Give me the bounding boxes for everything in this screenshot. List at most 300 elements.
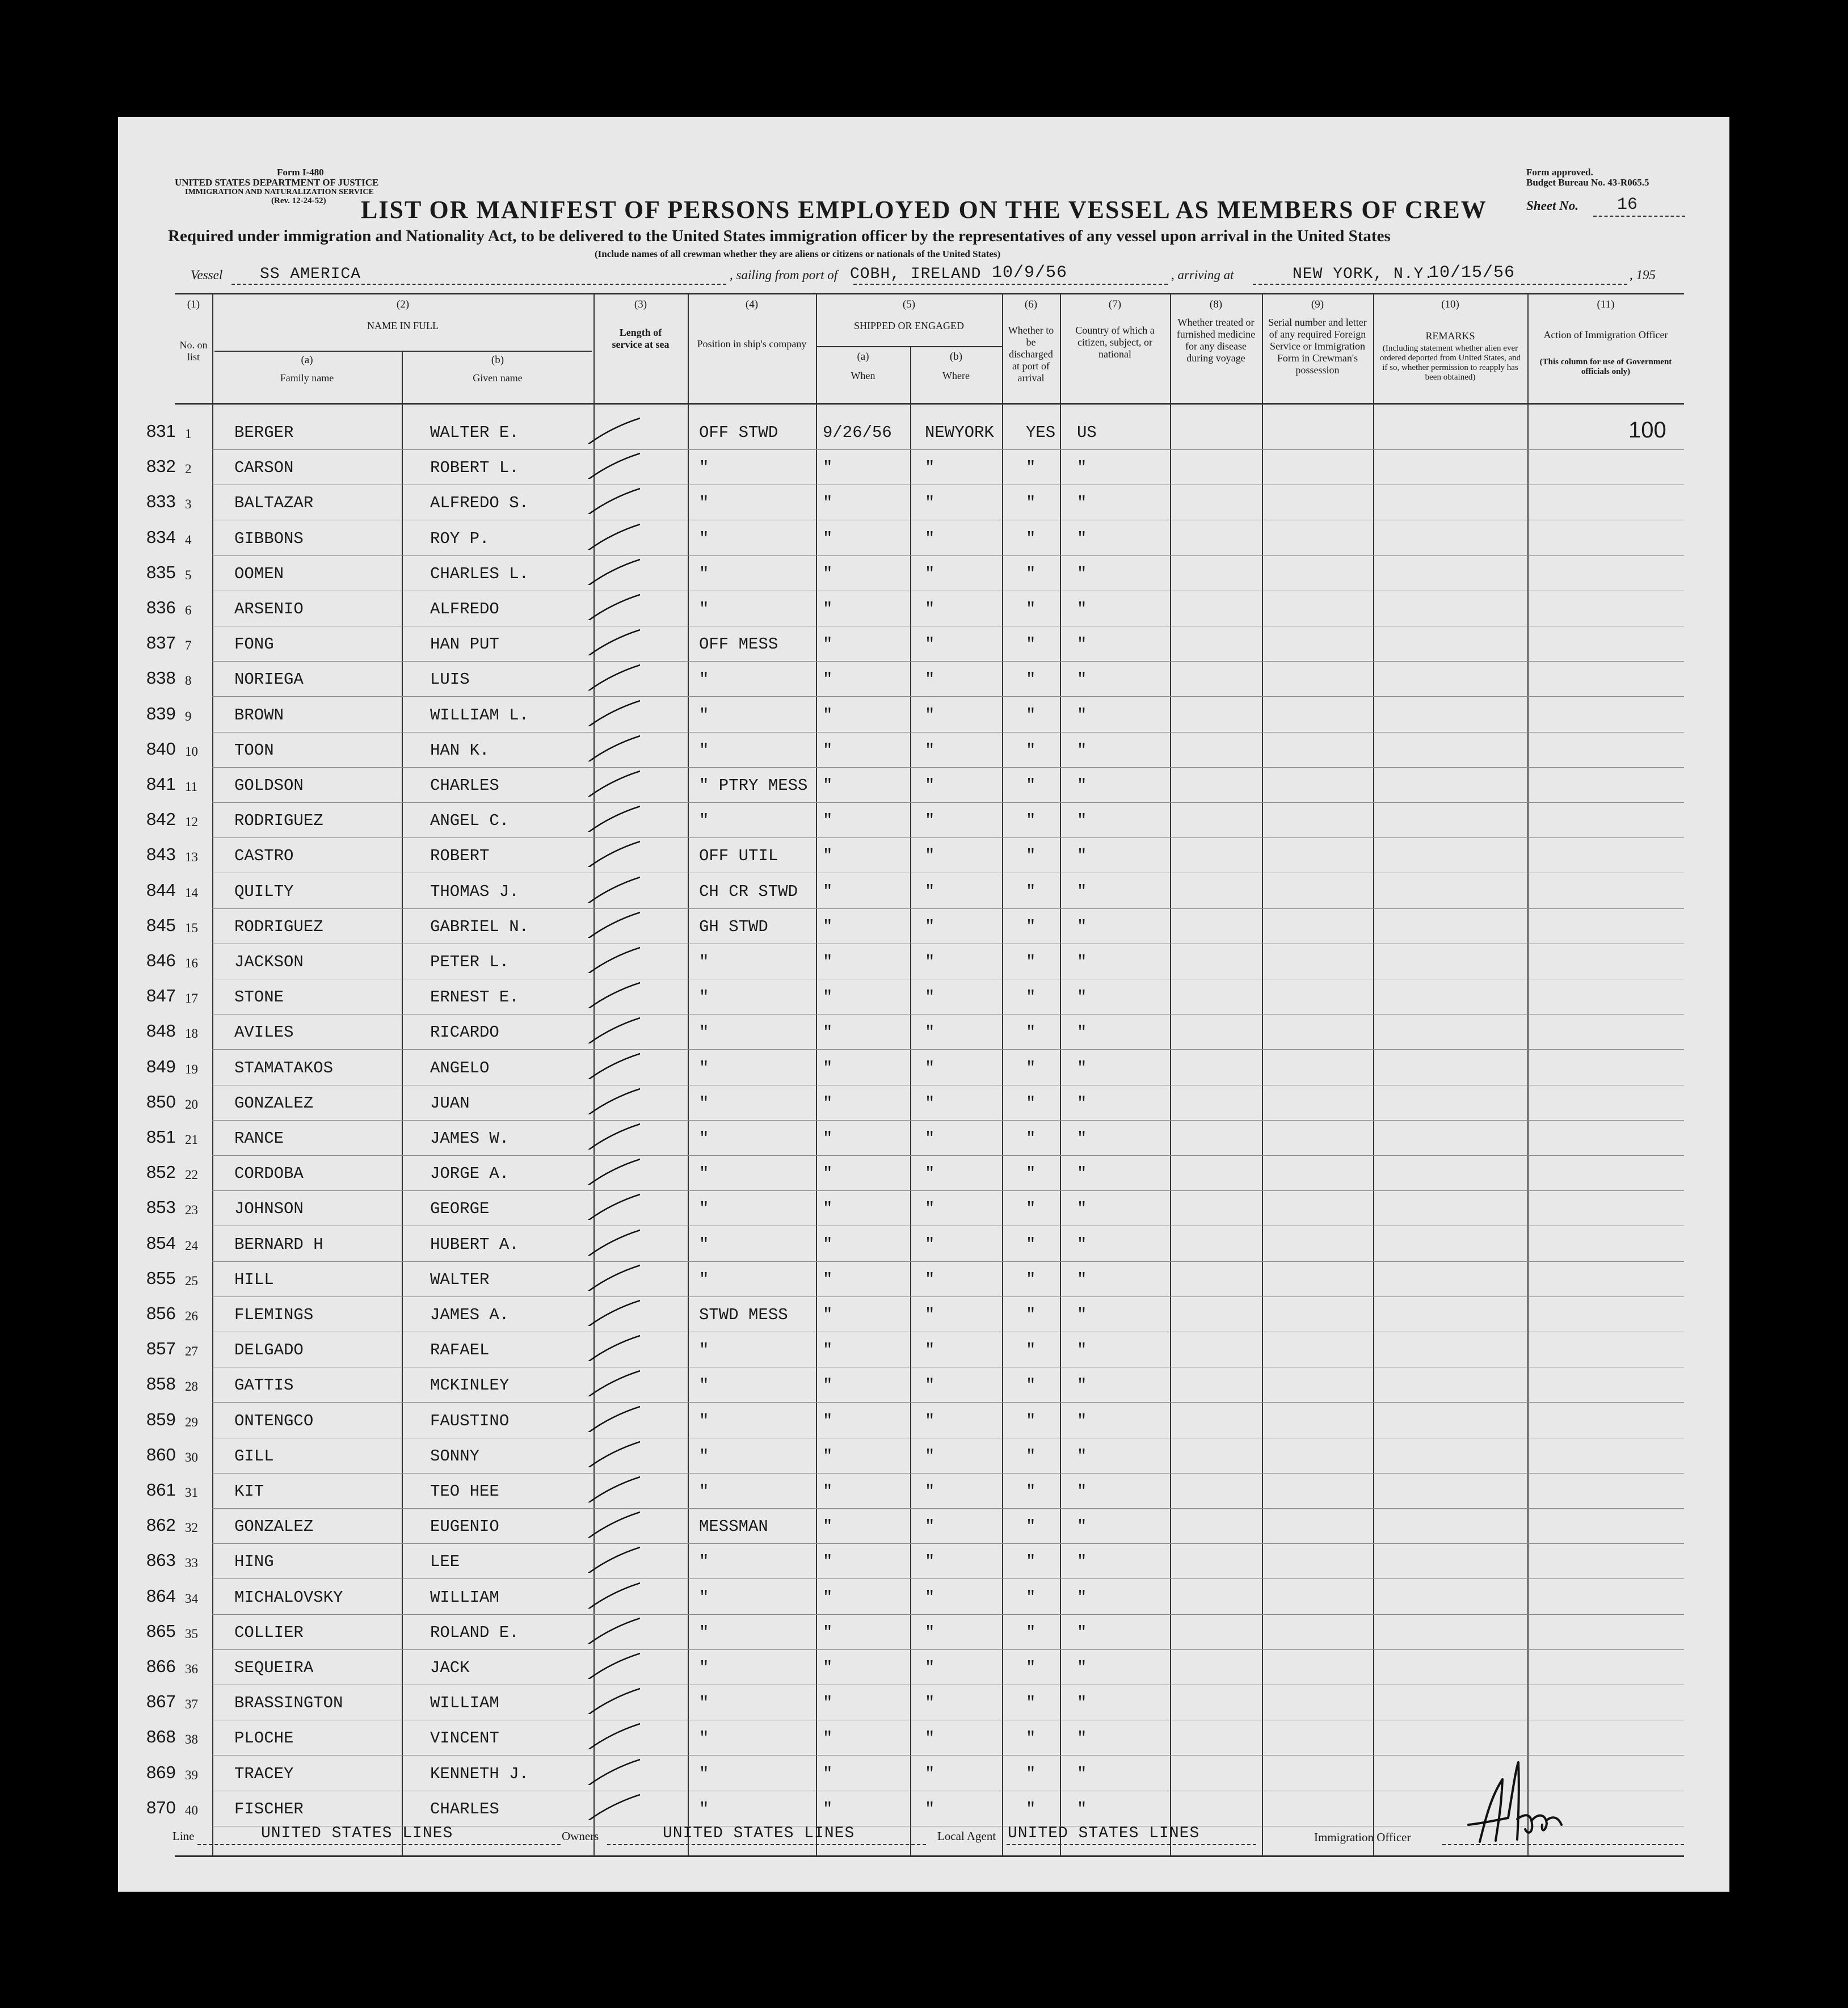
given-name: ROBERT L. (430, 458, 519, 478)
row-number: 15 (185, 920, 198, 935)
table-row (118, 451, 1729, 486)
col11-number: (11) (1597, 298, 1615, 310)
table-row (118, 1580, 1729, 1615)
given-name: GEORGE (430, 1199, 490, 1219)
family-name: BRASSINGTON (234, 1694, 343, 1713)
given-name: WALTER (430, 1270, 490, 1289)
list-serial-number: 845 (146, 915, 176, 935)
shipped-where: " (925, 1129, 935, 1148)
discharge-status: " (1026, 1270, 1036, 1289)
shipped-where: " (925, 1023, 935, 1042)
discharge-status: " (1026, 811, 1036, 831)
list-serial-number: 852 (146, 1162, 176, 1182)
shipped-when: " (823, 564, 833, 583)
position: " (699, 494, 709, 513)
shipped-where: " (925, 600, 935, 618)
family-name: ARSENIO (234, 600, 304, 618)
given-name: GABRIEL N. (430, 917, 529, 936)
col6-number: (6) (1024, 298, 1038, 310)
given-name: JACK (430, 1658, 470, 1677)
shipped-where: " (925, 917, 935, 936)
table-row (118, 557, 1729, 592)
family-name: ONTENGCO (234, 1411, 314, 1430)
shipped-where: " (925, 1411, 935, 1430)
citizenship-country: " (1077, 1517, 1087, 1536)
family-name: FONG (234, 635, 274, 654)
row-number: 35 (185, 1626, 198, 1641)
shipped-when: " (823, 1199, 833, 1219)
list-serial-number: 861 (146, 1480, 176, 1500)
citizenship-country: " (1077, 988, 1087, 1007)
table-row (118, 1051, 1729, 1086)
row-number: 1 (185, 427, 192, 441)
row-number: 21 (185, 1133, 198, 1147)
shipped-when: " (823, 1764, 833, 1783)
row-number: 39 (185, 1767, 198, 1782)
shipped-when: " (823, 811, 833, 831)
vessel-label: Vessel (191, 268, 223, 282)
row-number: 8 (185, 673, 192, 688)
citizenship-country: " (1077, 635, 1087, 654)
position: " (699, 1164, 709, 1184)
table-row (118, 1509, 1729, 1544)
tally-check-mark (578, 1153, 640, 1185)
list-serial-number: 841 (146, 774, 176, 794)
shipped-where: " (925, 564, 935, 583)
table-row (118, 1156, 1729, 1192)
table-row (118, 592, 1729, 627)
discharge-status: " (1026, 1058, 1036, 1077)
form-title: LIST OR MANIFEST OF PERSONS EMPLOYED ON THE VESSEL AS MEMBERS OF CREW (361, 196, 1487, 224)
discharge-status: " (1026, 1306, 1036, 1324)
family-name: BERGER (234, 423, 294, 442)
row-number: 32 (185, 1521, 198, 1535)
given-name: LUIS (430, 670, 470, 689)
col3-header: Length of service at sea (612, 327, 670, 350)
row-number: 31 (185, 1485, 198, 1500)
row-number: 29 (185, 1415, 198, 1429)
tally-check-mark (578, 482, 640, 514)
family-name: GONZALEZ (234, 1517, 314, 1536)
table-row (118, 1651, 1729, 1686)
list-serial-number: 850 (146, 1091, 176, 1112)
table-row (118, 486, 1729, 521)
list-serial-number: 849 (146, 1056, 176, 1076)
family-name: FLEMINGS (234, 1306, 314, 1324)
citizenship-country: " (1077, 670, 1087, 689)
position: " (699, 1799, 709, 1818)
given-name: CHARLES (430, 776, 499, 795)
list-serial-number: 855 (146, 1268, 176, 1288)
family-name: KIT (234, 1482, 264, 1501)
row-number: 37 (185, 1697, 198, 1712)
row-number: 14 (185, 885, 198, 900)
family-name: NORIEGA (234, 670, 304, 689)
family-name: GIBBONS (234, 529, 304, 548)
discharge-status: " (1026, 1764, 1036, 1783)
list-serial-number: 868 (146, 1727, 176, 1747)
citizenship-country: " (1077, 740, 1087, 760)
col7-header: Country of which a citizen, subject, or national (1075, 325, 1155, 360)
list-serial-number: 856 (146, 1303, 176, 1323)
discharge-status: YES (1026, 423, 1056, 442)
row-number: 20 (185, 1097, 198, 1112)
shipped-where: " (925, 1729, 935, 1748)
citizenship-country: " (1077, 847, 1087, 866)
tally-check-mark (578, 1436, 640, 1467)
table-row (118, 1121, 1729, 1156)
shipped-where: " (925, 1799, 935, 1818)
table-row (118, 521, 1729, 557)
discharge-status: " (1026, 1588, 1036, 1607)
family-name: BALTAZAR (234, 494, 314, 513)
row-number: 3 (185, 497, 192, 512)
shipped-when: " (823, 1376, 833, 1395)
shipped-where: " (925, 811, 935, 831)
shipped-when: " (823, 1235, 833, 1254)
given-name: TEO HEE (430, 1482, 499, 1501)
citizenship-country: " (1077, 1552, 1087, 1572)
given-name: SONNY (430, 1446, 480, 1466)
arriving-label: , arriving at (1171, 268, 1234, 282)
tally-check-mark (578, 1047, 640, 1079)
col7-number: (7) (1108, 298, 1122, 310)
position: STWD MESS (699, 1306, 788, 1324)
form-revision: (Rev. 12-24-52) (271, 196, 326, 205)
position: OFF MESS (699, 635, 778, 654)
shipped-where: " (925, 1093, 935, 1113)
position: " (699, 705, 709, 725)
discharge-status: " (1026, 1093, 1036, 1113)
list-serial-number: 840 (146, 738, 176, 759)
given-name: ANGEL C. (430, 811, 510, 831)
position: " (699, 1658, 709, 1677)
shipped-when: " (823, 1093, 833, 1113)
list-serial-number: 869 (146, 1762, 176, 1782)
officer-signature (1446, 1757, 1593, 1847)
given-name: THOMAS J. (430, 882, 519, 901)
line-label: Line (172, 1829, 195, 1843)
shipped-when: " (823, 1552, 833, 1572)
table-row (118, 662, 1729, 697)
table-row (118, 1262, 1729, 1298)
shipped-when: " (823, 917, 833, 936)
discharge-status: " (1026, 1517, 1036, 1536)
position: " (699, 1411, 709, 1430)
position: " PTRY MESS (699, 776, 808, 795)
table-row (118, 1368, 1729, 1403)
tally-check-mark (578, 1083, 640, 1114)
list-serial-number: 851 (146, 1127, 176, 1147)
family-name: GILL (234, 1446, 274, 1466)
shipped-when: 9/26/56 (823, 423, 892, 442)
given-name: HAN PUT (430, 635, 499, 654)
discharge-status: " (1026, 458, 1036, 478)
shipped-when: " (823, 740, 833, 760)
list-serial-number: 860 (146, 1444, 176, 1464)
form-number: Form I-480 (277, 167, 324, 178)
col9-header: Serial number and letter of any required Foreign Service or Immigration Form in Crewman's possession (1268, 317, 1367, 376)
list-serial-number: 832 (146, 456, 176, 477)
col5-number: (5) (902, 298, 916, 310)
given-name: WILLIAM (430, 1588, 499, 1607)
agent-value: UNITED STATES LINES (1008, 1825, 1200, 1842)
table-row (118, 1227, 1729, 1262)
family-name: JOHNSON (234, 1199, 304, 1219)
col2b-number: (b) (491, 354, 504, 366)
tally-check-mark (578, 1365, 640, 1396)
shipped-where: " (925, 1764, 935, 1783)
position: " (699, 1129, 709, 1148)
tally-check-mark (578, 1647, 640, 1679)
shipped-when: " (823, 600, 833, 618)
discharge-status: " (1026, 600, 1036, 618)
discharge-status: " (1026, 1552, 1036, 1572)
family-name: HILL (234, 1270, 274, 1289)
sailing-label: , sailing from port of (730, 268, 838, 282)
shipped-where: " (925, 1482, 935, 1501)
position: " (699, 811, 709, 831)
family-name: GONZALEZ (234, 1093, 314, 1113)
discharge-status: " (1026, 1341, 1036, 1360)
row-number: 38 (185, 1732, 198, 1747)
table-row (118, 1474, 1729, 1509)
tally-check-mark (578, 1118, 640, 1150)
shipped-where: " (925, 529, 935, 548)
position: " (699, 740, 709, 760)
position: " (699, 953, 709, 971)
discharge-status: " (1026, 564, 1036, 583)
list-serial-number: 839 (146, 703, 176, 723)
citizenship-country: " (1077, 1306, 1087, 1324)
discharge-status: " (1026, 917, 1036, 936)
position: " (699, 1199, 709, 1219)
family-name: CASTRO (234, 847, 294, 866)
discharge-status: " (1026, 494, 1036, 513)
position: " (699, 1446, 709, 1466)
citizenship-country: " (1077, 705, 1087, 725)
tally-check-mark (578, 1294, 640, 1326)
shipped-where: " (925, 670, 935, 689)
shipped-when: " (823, 1623, 833, 1642)
family-name: GATTIS (234, 1376, 294, 1395)
row-number: 2 (185, 462, 192, 477)
citizenship-country: " (1077, 1341, 1087, 1360)
discharge-status: " (1026, 847, 1036, 866)
position: " (699, 1023, 709, 1042)
tally-check-mark (578, 447, 640, 479)
shipped-when: " (823, 1306, 833, 1324)
table-row (118, 733, 1729, 768)
tally-check-mark (578, 765, 640, 797)
tally-check-mark (578, 1259, 640, 1291)
citizenship-country: " (1077, 917, 1087, 936)
discharge-status: " (1026, 1658, 1036, 1677)
given-name: RICARDO (430, 1023, 499, 1042)
citizenship-country: " (1077, 1799, 1087, 1818)
agent-label: Local Agent (937, 1829, 996, 1843)
discharge-status: " (1026, 1023, 1036, 1042)
citizenship-country: " (1077, 1376, 1087, 1395)
table-row (118, 627, 1729, 662)
list-serial-number: 853 (146, 1197, 176, 1218)
family-name: TOON (234, 740, 274, 760)
citizenship-country: US (1077, 423, 1097, 442)
family-name: CARSON (234, 458, 294, 478)
shipped-where: " (925, 740, 935, 760)
shipped-when: " (823, 494, 833, 513)
row-number: 27 (185, 1344, 198, 1359)
citizenship-country: " (1077, 1058, 1087, 1077)
shipped-when: " (823, 1446, 833, 1466)
shipped-when: " (823, 1517, 833, 1536)
col2-header: NAME IN FULL (367, 320, 439, 331)
shipped-where: " (925, 1588, 935, 1607)
list-serial-number: 847 (146, 986, 176, 1006)
discharge-status: " (1026, 1623, 1036, 1642)
shipped-where: " (925, 1623, 935, 1642)
row-number: 13 (185, 850, 198, 865)
tally-check-mark (578, 871, 640, 903)
table-row (118, 839, 1729, 874)
discharge-status: " (1026, 1729, 1036, 1748)
citizenship-country: " (1077, 564, 1087, 583)
shipped-when: " (823, 1058, 833, 1077)
row-number: 7 (185, 638, 192, 653)
row-number: 34 (185, 1591, 198, 1606)
position: " (699, 1482, 709, 1501)
owners-value: UNITED STATES LINES (663, 1825, 855, 1842)
list-serial-number: 857 (146, 1338, 176, 1359)
row-number: 16 (185, 956, 198, 970)
table-row (118, 415, 1729, 451)
tally-check-mark (578, 730, 640, 761)
family-name: HING (234, 1552, 274, 1572)
family-name: MICHALOVSKY (234, 1588, 343, 1607)
table-row (118, 698, 1729, 733)
row-number: 18 (185, 1026, 198, 1041)
position: " (699, 1093, 709, 1113)
shipped-where: " (925, 1658, 935, 1677)
given-name: WILLIAM L. (430, 705, 529, 725)
discharge-status: " (1026, 882, 1036, 901)
shipped-where: " (925, 953, 935, 971)
given-name: ROLAND E. (430, 1623, 519, 1642)
shipped-when: " (823, 1341, 833, 1360)
shipped-when: " (823, 1694, 833, 1713)
row-number: 4 (185, 532, 192, 547)
col5a-header: When (851, 370, 875, 381)
tally-check-mark (578, 1400, 640, 1432)
list-serial-number: 848 (146, 1021, 176, 1041)
shipped-when: " (823, 776, 833, 795)
citizenship-country: " (1077, 953, 1087, 971)
col2a-header: Family name (280, 372, 334, 384)
given-name: ROBERT (430, 847, 490, 866)
family-name: JACKSON (234, 953, 304, 971)
row-number: 17 (185, 991, 198, 1006)
list-serial-number: 859 (146, 1409, 176, 1429)
tally-check-mark (578, 1753, 640, 1785)
discharge-status: " (1026, 1799, 1036, 1818)
discharge-status: " (1026, 635, 1036, 654)
list-serial-number: 865 (146, 1620, 176, 1641)
given-name: HAN K. (430, 740, 490, 760)
given-name: RAFAEL (430, 1341, 490, 1360)
position: " (699, 1058, 709, 1077)
tally-check-mark (578, 941, 640, 973)
table-row (118, 1298, 1729, 1333)
col5a-number: (a) (857, 351, 869, 363)
departure-date: 10/9/56 (992, 263, 1068, 283)
family-name: DELGADO (234, 1341, 304, 1360)
col11-note: (This column for use of Government officials only) (1539, 357, 1672, 376)
discharge-status: " (1026, 1411, 1036, 1430)
shipped-when: " (823, 670, 833, 689)
family-name: TRACEY (234, 1764, 294, 1783)
tally-check-mark (578, 1012, 640, 1043)
given-name: FAUSTINO (430, 1411, 510, 1430)
discharge-status: " (1026, 740, 1036, 760)
citizenship-country: " (1077, 1588, 1087, 1607)
table-row (118, 1192, 1729, 1227)
given-name: WILLIAM (430, 1694, 499, 1713)
position: " (699, 1694, 709, 1713)
position: CH CR STWD (699, 882, 798, 901)
owners-label: Owners (562, 1829, 599, 1843)
shipped-where: " (925, 1270, 935, 1289)
citizenship-country: " (1077, 1658, 1087, 1677)
list-serial-number: 864 (146, 1585, 176, 1606)
position: OFF STWD (699, 423, 778, 442)
position: " (699, 1552, 709, 1572)
col2b-header: Given name (473, 372, 523, 384)
tally-check-mark (578, 553, 640, 585)
tally-check-mark (578, 1577, 640, 1609)
vessel-name: SS AMERICA (260, 266, 361, 283)
given-name: JAMES A. (430, 1306, 510, 1324)
family-name: BERNARD H (234, 1235, 323, 1254)
shipped-where: " (925, 1341, 935, 1360)
given-name: ALFREDO S. (430, 494, 529, 513)
shipped-when: " (823, 1129, 833, 1148)
family-name: STONE (234, 988, 284, 1007)
officer-action-value: 100 (1628, 418, 1666, 443)
shipped-when: " (823, 1270, 833, 1289)
discharge-status: " (1026, 953, 1036, 971)
family-name: QUILTY (234, 882, 294, 901)
position: " (699, 458, 709, 478)
shipped-when: " (823, 988, 833, 1007)
discharge-status: " (1026, 1199, 1036, 1219)
col10-note: (Including statement whether alien ever ordered deported from United States, and if so, whether permission to reapply has been obtained) (1379, 344, 1521, 382)
col2a-number: (a) (301, 354, 313, 366)
tally-check-mark (578, 1788, 640, 1820)
col1-header: No. on list (179, 339, 208, 363)
table-row (118, 1686, 1729, 1721)
given-name: CHARLES (430, 1799, 499, 1818)
shipped-when: " (823, 1729, 833, 1748)
given-name: WALTER E. (430, 423, 519, 442)
discharge-status: " (1026, 1446, 1036, 1466)
citizenship-country: " (1077, 1235, 1087, 1254)
position: " (699, 1341, 709, 1360)
shipped-where: " (925, 1517, 935, 1536)
list-serial-number: 866 (146, 1656, 176, 1676)
given-name: EUGENIO (430, 1517, 499, 1536)
row-number: 40 (185, 1803, 198, 1817)
form-approved: Form approved. (1526, 167, 1593, 178)
